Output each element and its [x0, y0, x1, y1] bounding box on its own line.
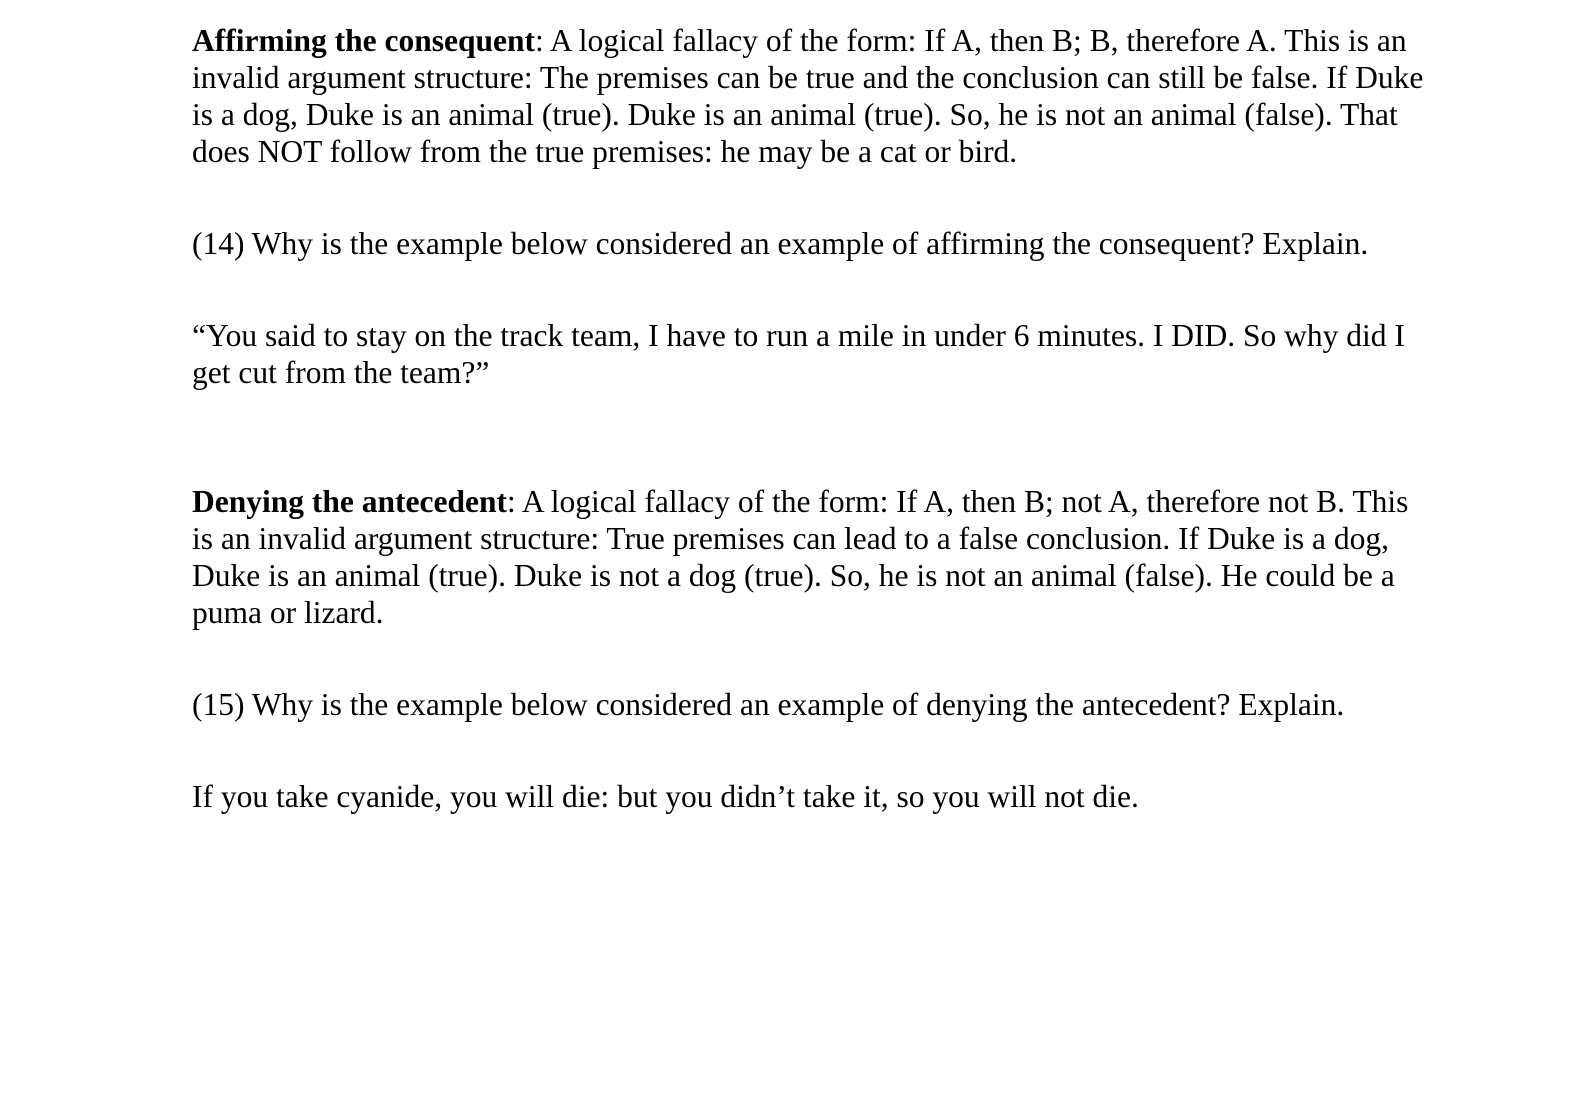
example-cyanide: If you take cyanide, you will die: but you didn’t take it, so you will not die.	[192, 779, 1139, 814]
definition-denying-the-antecedent	[192, 483, 1432, 631]
question-14: (14) Why is the example below considered an example of affirming the consequent? Explain.	[192, 226, 1369, 261]
term-affirming-the-consequent: Affirming the consequent	[192, 23, 535, 58]
document-page	[192, 22, 1432, 815]
term-denying-the-antecedent: Denying the antecedent	[192, 484, 507, 519]
definition-affirming-the-consequent	[192, 22, 1432, 170]
definition-text: : A logical fallacy of the form: If A, then B; B, therefore A. This is an invalid argument structure: The premises can be true and the conclusion can still be false. If Duke is a dog, Duke is an animal (true). Duke is an animal (true). So, he is not an animal (false). That does NOT follow from the true premises: he may be a cat or bird.	[192, 23, 1424, 169]
question-15: (15) Why is the example below considered an example of denying the antecedent? Explain.	[192, 687, 1345, 722]
example-quote-track-team: “You said to stay on the track team, I have to run a mile in under 6 minutes. I DID. So why did I get cut from the team?”	[192, 318, 1405, 390]
definition-text: : A logical fallacy of the form: If A, then B; not A, therefore not B. This is an invalid argument structure: True premises can lead to a false conclusion. If Duke is a dog, Duke is an animal (true). Duke is not a dog (true). So, he is not an animal (false). He could be a puma or lizard.	[192, 484, 1409, 630]
